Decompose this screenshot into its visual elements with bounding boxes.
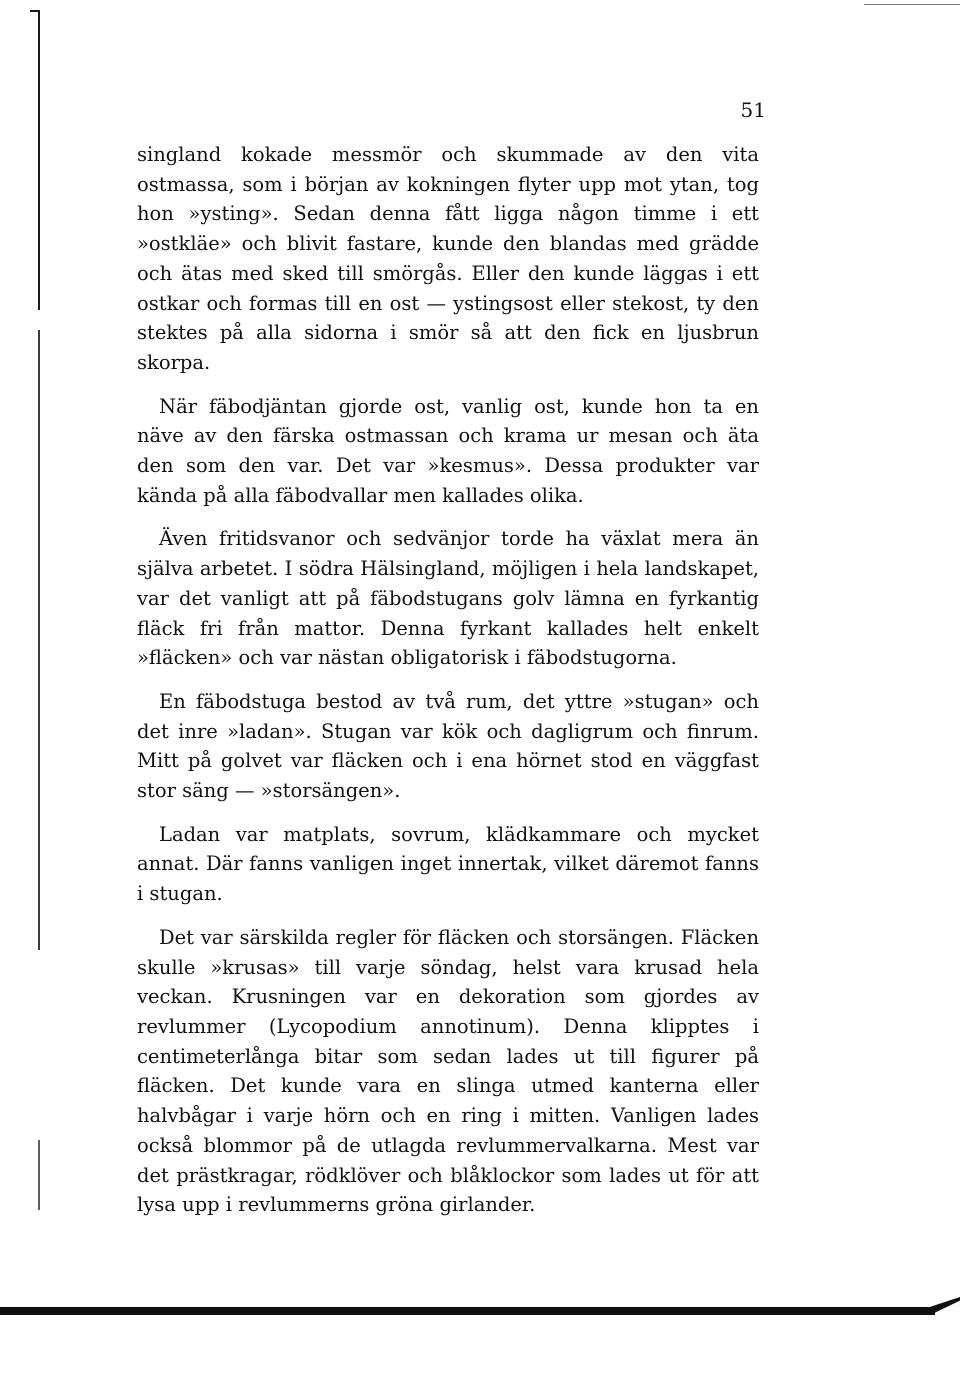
scan-edge-left [0,0,40,1381]
scan-edge-line-lower [38,1140,40,1210]
paragraph: Även fritidsvanor och sedvänjor torde ha växlat mera än själva arbetet. I södra Hälsingland, möjligen i hela landskapet, var det vanligt att på fäbodstugans golv lämna en fyrkantig fläck fri från mattor. Denna fyrkant kallades helt enkelt »fläcken» och var nästan obligatorisk i fäbodstugorna. [137,527,759,670]
scan-edge-line-middle [38,330,40,950]
bottom-rule-tail [930,1297,960,1315]
paragraph: Ladan var matplats, sovrum, klädkammare och mycket annat. Där fanns vanligen inget innertak, vilket däremot fanns i stugan. [137,822,759,906]
scan-edge-top [864,4,960,5]
paragraph: En fäbodstuga bestod av två rum, det yttre »stugan» och det inre »ladan». Stugan var kök och dagligrum och finrum. Mitt på golvet var fläcken och i ena hörnet stod en väggfast stor säng — »storsängen». [137,689,759,803]
bottom-scan-rule [0,1297,960,1327]
bottom-rule-band [0,1307,935,1315]
paragraph: När fäbodjäntan gjorde ost, vanlig ost, kunde hon ta en näve av den färska ostmassan och krama ur mesan och äta den som den var. Det var »kesmus». Dessa produkter var kända på alla fäbodvallar men kallades olika. [137,394,759,507]
paragraph: singland kokade messmör och skummade av den vita ostmassa, som i början av kokningen flyter upp mot ytan, tog hon »ysting». Sedan denna fått ligga någon timme i ett »ostkläe» och blivit fastare, kunde den blandas med grädde och ätas med sked till smörgås. Eller den kunde läggas i ett ostkar och formas till en ost — ystingsost eller stekost, ty den stektes på alla sidorna i smör så att den fick en ljusbrun skorpa. [137,143,759,374]
scan-edge-line-upper [38,10,40,310]
page-number: 51 [740,98,766,122]
page-body [137,140,759,1234]
paragraph: Det var särskilda regler för fläcken och storsängen. Fläcken skulle »krusas» till varje söndag, helst vara krusad hela veckan. Krusningen var en dekoration som gjordes av revlummer (Lycopodium annotinum). Denna klipptes i centimeterlånga bitar som sedan lades ut till figurer på fläcken. Det kunde vara en slinga utmed kanterna eller halvbågar i varje hörn och en ring i mitten. Vanligen lades också blommor på de utlagda revlummervalkarna. Mest var det prästkragar, rödklöver och blåklockor som lades ut för att lysa upp i revlummerns gröna girlander. [137,925,759,1217]
